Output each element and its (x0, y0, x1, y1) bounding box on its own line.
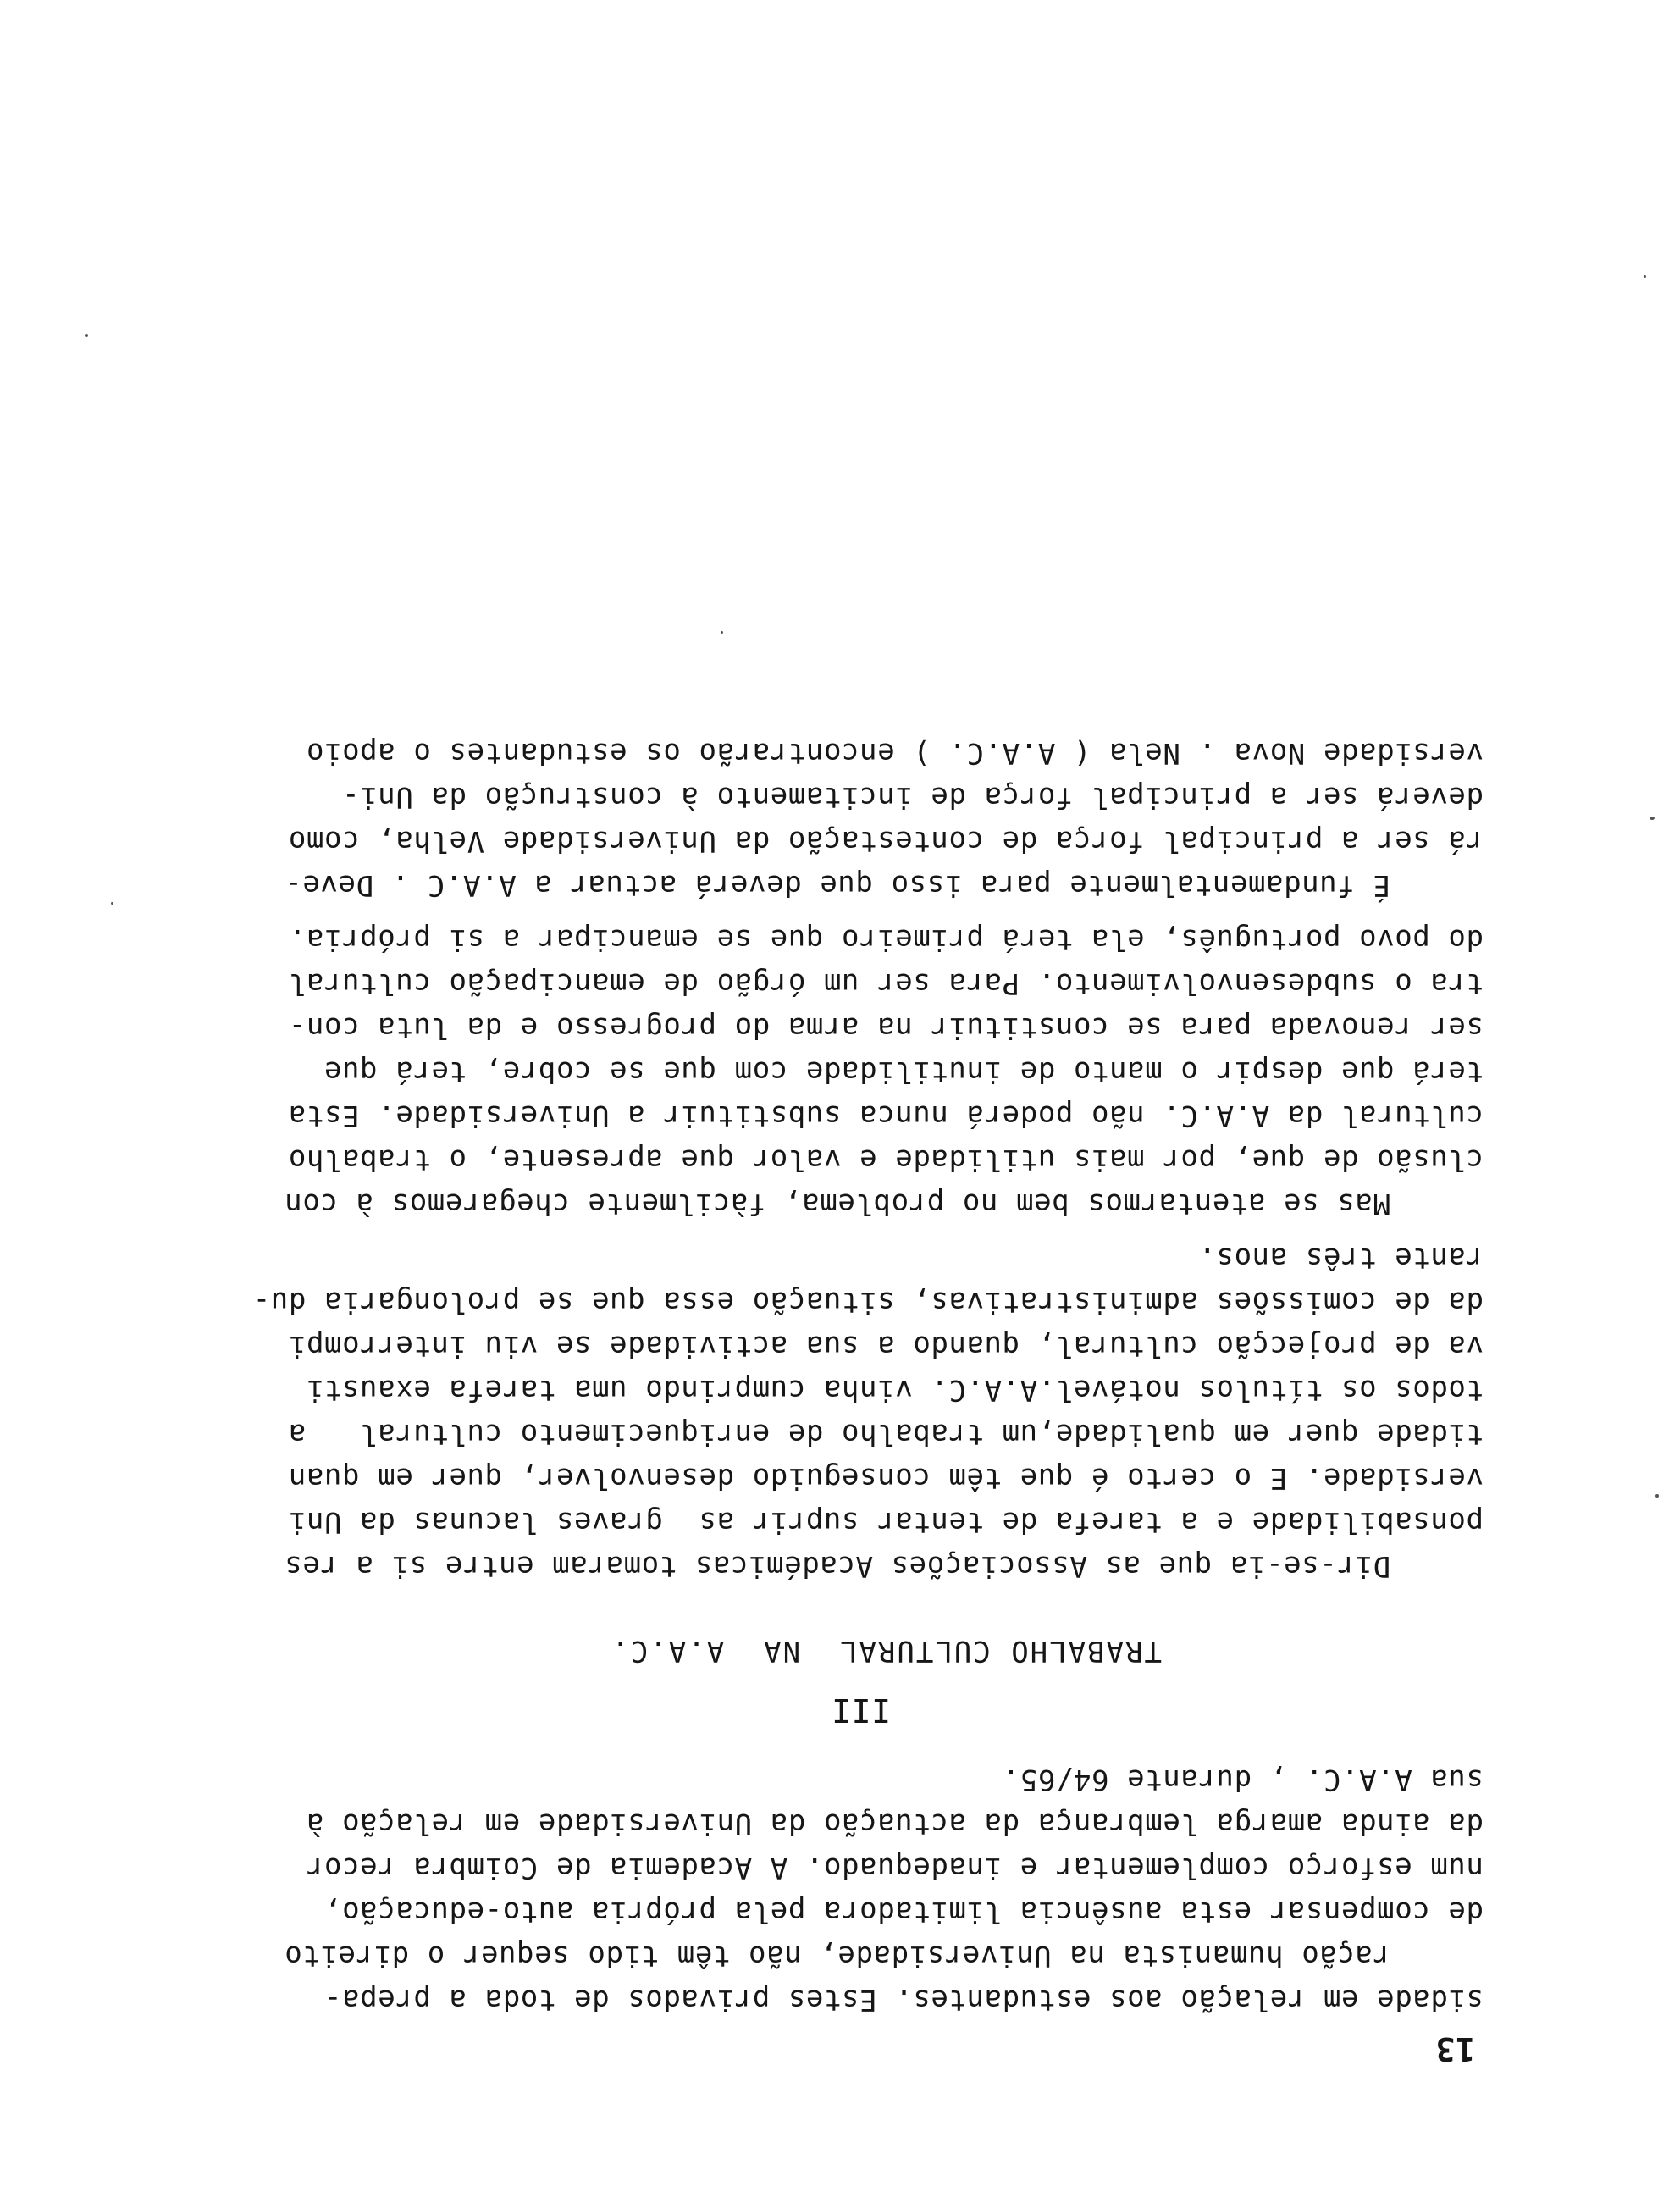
text-line: ração humanista na Universidade, não têm tido sequer o direito (284, 1939, 1390, 1973)
scan-speck (1644, 275, 1646, 278)
scan-speck (721, 631, 723, 634)
text-line: tidade quer em qualidade,um trabalho de enriquecimento cultural a (288, 1417, 1484, 1451)
text-line: ser renovada para se constituir na arma do progresso e da luta con- (288, 1010, 1484, 1044)
text-line: Dir-se-ia que as Associações Académicas tomaram entre si a res (284, 1549, 1390, 1583)
text-line: tra o subdesenvolvimento. Para ser um órgão de emancipação cultural (288, 966, 1484, 1000)
text-line: cultural da A.A.C. não poderá nunca substituir a Universidade. Esta (288, 1099, 1484, 1132)
scan-speck (111, 902, 113, 905)
scan-speck (1655, 1494, 1659, 1498)
text-line: da ainda amarga lembrança da actuação da Universidade em relação à (306, 1807, 1484, 1841)
text-line: deverá ser a principal força de incitamento à construção da Uni- (341, 780, 1484, 814)
text-line: sua A.A.C. , durante 64/65. (1002, 1763, 1484, 1797)
text-line: ponsabilidade e a tarefa de tentar suprir as graves lacunas da Uni (288, 1505, 1484, 1539)
scan-speck (1650, 817, 1655, 820)
text-line: de compensar esta ausência limitadora pela própria auto-educação, (323, 1895, 1484, 1929)
section-title: TRABALHO CULTURAL NA A.A.C. (610, 1634, 1162, 1668)
text-line: rá ser a principal força de contestação da Universidade Velha, como (288, 824, 1484, 858)
text-line: terá que despir o manto de inutilidade com que se cobre, terá que (323, 1055, 1484, 1088)
text-line: rante três anos. (1197, 1241, 1484, 1275)
text-line: É fundamentalmente para isso que deverá actuar a A.A.C . Deve- (284, 868, 1390, 902)
text-line: do povo português, ela terá primeiro que se emancipar a si própria. (288, 922, 1484, 956)
text-line: va de projecção cultural, quando a sua actividade se viu interrompi (288, 1329, 1484, 1363)
text-line: versidade Nova . Nela ( A.A.C. ) encontrarão os estudantes o apoio (306, 736, 1484, 770)
text-line: da de comissões administrativas, situação essa que se prolongaria du- (252, 1285, 1484, 1319)
page-number: 13 (1435, 2030, 1475, 2068)
text-line: versidade. E o certo é que têm conseguido desenvolver, quer em quan (288, 1461, 1484, 1495)
text-line: Mas se atentarmos bem no problema, fàcilmente chegaremos à con (284, 1187, 1390, 1221)
section-number: III (831, 1691, 891, 1729)
text-line: sidade em relação aos estudantes. Estes privados de toda a prepa- (323, 1983, 1484, 2017)
scan-speck (85, 334, 88, 337)
text-line: clusão de que, por mais utilidade e valor que apresente, o trabalho (288, 1143, 1484, 1176)
text-line: todos os títulos notável.A.A.C. vinha cumprindo uma tarefa exausti (306, 1373, 1484, 1407)
text-line: num esforço complementar e inadequado. A Academia de Coimbra recor (306, 1851, 1484, 1885)
